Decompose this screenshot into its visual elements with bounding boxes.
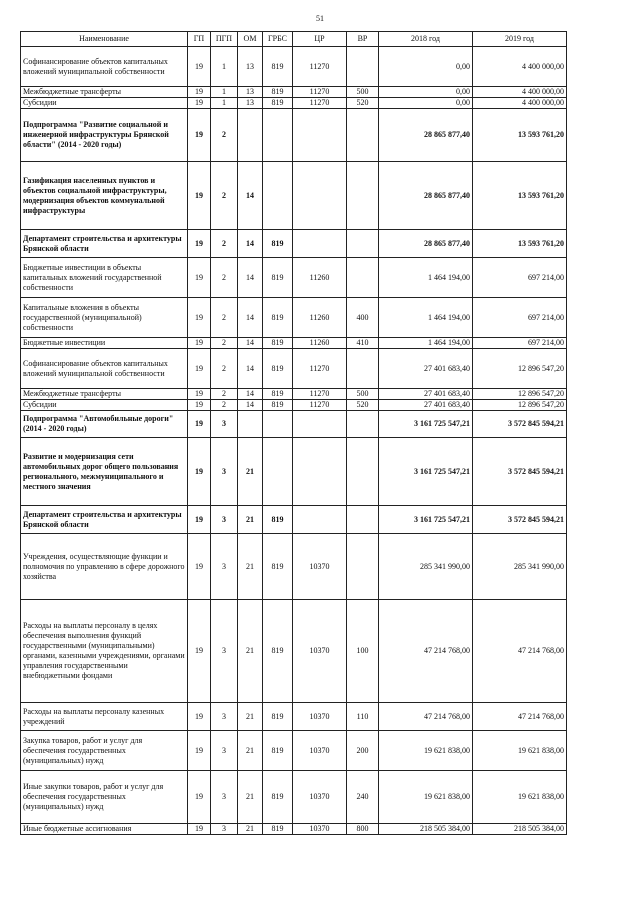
cell-vr: 500 (347, 87, 379, 98)
cell-gp: 19 (188, 338, 211, 349)
header-gp: ГП (188, 32, 211, 47)
header-grbs: ГРБС (263, 32, 293, 47)
cell-pgp: 1 (211, 87, 238, 98)
cell-2019: 3 572 845 594,21 (473, 438, 567, 506)
cell-gp: 19 (188, 600, 211, 703)
cell-name: Закупка товаров, работ и услуг для обеспечения государственных (муниципальных) нужд (21, 731, 188, 771)
cell-pgp: 2 (211, 389, 238, 400)
cell-2019: 697 214,00 (473, 258, 567, 298)
cell-om: 14 (238, 349, 263, 389)
cell-2019: 697 214,00 (473, 298, 567, 338)
cell-2018: 28 865 877,40 (379, 230, 473, 258)
cell-pgp: 3 (211, 824, 238, 835)
cell-pgp: 2 (211, 230, 238, 258)
cell-cr: 11270 (293, 389, 347, 400)
header-vr: ВР (347, 32, 379, 47)
cell-grbs: 819 (263, 230, 293, 258)
cell-2018: 27 401 683,40 (379, 389, 473, 400)
cell-cr (293, 109, 347, 162)
cell-pgp: 3 (211, 411, 238, 438)
cell-cr: 11260 (293, 258, 347, 298)
cell-pgp: 3 (211, 771, 238, 824)
table-row (21, 349, 567, 389)
header-cr: ЦР (293, 32, 347, 47)
cell-pgp: 3 (211, 534, 238, 600)
cell-vr (347, 506, 379, 534)
table-row (21, 506, 567, 534)
cell-grbs (263, 109, 293, 162)
cell-pgp: 3 (211, 731, 238, 771)
cell-name: Департамент строительства и архитектуры Брянской области (21, 506, 188, 534)
cell-cr: 11270 (293, 400, 347, 411)
cell-pgp: 2 (211, 258, 238, 298)
cell-name: Иные закупки товаров, работ и услуг для обеспечения государственных (муниципальных) нужд (21, 771, 188, 824)
table-row (21, 411, 567, 438)
table-row (21, 534, 567, 600)
cell-2019: 3 572 845 594,21 (473, 411, 567, 438)
cell-vr: 500 (347, 389, 379, 400)
cell-vr (347, 349, 379, 389)
cell-vr (347, 109, 379, 162)
cell-2019: 13 593 761,20 (473, 230, 567, 258)
table-body (21, 47, 567, 835)
cell-name: Подпрограмма "Автомобильные дороги" (2014 - 2020 годы) (21, 411, 188, 438)
cell-om: 14 (238, 338, 263, 349)
cell-name: Бюджетные инвестиции (21, 338, 188, 349)
cell-2018: 27 401 683,40 (379, 349, 473, 389)
cell-vr (347, 230, 379, 258)
cell-grbs: 819 (263, 400, 293, 411)
cell-om: 21 (238, 600, 263, 703)
cell-gp: 19 (188, 771, 211, 824)
cell-2019: 47 214 768,00 (473, 600, 567, 703)
cell-name: Межбюджетные трансферты (21, 87, 188, 98)
table-row (21, 47, 567, 87)
cell-vr (347, 534, 379, 600)
cell-cr: 11270 (293, 47, 347, 87)
table-row (21, 258, 567, 298)
cell-2019: 218 505 384,00 (473, 824, 567, 835)
cell-om: 21 (238, 506, 263, 534)
cell-name: Газификация населенных пунктов и объектов социальной инфраструктуры, модернизация объектов коммунальной инфраструктуры (21, 162, 188, 230)
cell-om: 14 (238, 162, 263, 230)
table-row (21, 703, 567, 731)
cell-name: Капитальные вложения в объекты государственной (муниципальной) собственности (21, 298, 188, 338)
cell-vr: 100 (347, 600, 379, 703)
cell-name: Иные бюджетные ассигнования (21, 824, 188, 835)
cell-name: Подпрограмма "Развитие социальной и инженерной инфраструктуры Брянской области" (2014 - 2020 годы) (21, 109, 188, 162)
cell-cr (293, 411, 347, 438)
cell-cr: 11270 (293, 98, 347, 109)
cell-cr (293, 230, 347, 258)
cell-grbs: 819 (263, 258, 293, 298)
cell-om: 13 (238, 87, 263, 98)
cell-2018: 28 865 877,40 (379, 162, 473, 230)
cell-cr: 10370 (293, 824, 347, 835)
cell-cr: 11260 (293, 298, 347, 338)
cell-gp: 19 (188, 47, 211, 87)
cell-2019: 12 896 547,20 (473, 400, 567, 411)
cell-gp: 19 (188, 731, 211, 771)
cell-vr: 520 (347, 98, 379, 109)
cell-cr: 11260 (293, 338, 347, 349)
cell-grbs: 819 (263, 47, 293, 87)
cell-2018: 27 401 683,40 (379, 400, 473, 411)
cell-om: 21 (238, 534, 263, 600)
cell-pgp: 3 (211, 600, 238, 703)
cell-grbs: 819 (263, 824, 293, 835)
cell-cr: 11270 (293, 349, 347, 389)
cell-gp: 19 (188, 162, 211, 230)
cell-2019: 697 214,00 (473, 338, 567, 349)
cell-gp: 19 (188, 98, 211, 109)
cell-cr (293, 506, 347, 534)
cell-pgp: 2 (211, 400, 238, 411)
cell-name: Межбюджетные трансферты (21, 389, 188, 400)
cell-cr: 10370 (293, 771, 347, 824)
table-row (21, 87, 567, 98)
cell-gp: 19 (188, 506, 211, 534)
cell-2018: 47 214 768,00 (379, 703, 473, 731)
cell-2019: 4 400 000,00 (473, 47, 567, 87)
table-row (21, 731, 567, 771)
cell-name: Субсидии (21, 400, 188, 411)
cell-2019: 12 896 547,20 (473, 349, 567, 389)
cell-name: Расходы на выплаты персоналу казенных учреждений (21, 703, 188, 731)
cell-grbs: 819 (263, 338, 293, 349)
cell-2019: 13 593 761,20 (473, 109, 567, 162)
cell-gp: 19 (188, 349, 211, 389)
table-row (21, 230, 567, 258)
cell-name: Софинансирование объектов капитальных вложений муниципальной собственности (21, 47, 188, 87)
cell-2018: 1 464 194,00 (379, 258, 473, 298)
cell-name: Развитие и модернизация сети автомобильных дорог общего пользования регионального, межмуниципального и местного значения (21, 438, 188, 506)
budget-table (20, 31, 567, 835)
cell-vr: 800 (347, 824, 379, 835)
cell-vr: 240 (347, 771, 379, 824)
header-name: Наименование (21, 32, 188, 47)
cell-grbs: 819 (263, 87, 293, 98)
cell-om (238, 109, 263, 162)
cell-name: Департамент строительства и архитектуры Брянской области (21, 230, 188, 258)
cell-2019: 3 572 845 594,21 (473, 506, 567, 534)
header-pgp: ПГП (211, 32, 238, 47)
cell-om: 13 (238, 98, 263, 109)
cell-2019: 4 400 000,00 (473, 98, 567, 109)
cell-name: Расходы на выплаты персоналу в целях обеспечения выполнения функций государственными (муниципальными) органами, казенными учреждениями, органами управления государственными внебюджетными фондами (21, 600, 188, 703)
cell-om: 14 (238, 389, 263, 400)
cell-grbs: 819 (263, 600, 293, 703)
cell-2019: 285 341 990,00 (473, 534, 567, 600)
cell-grbs: 819 (263, 703, 293, 731)
cell-cr: 10370 (293, 534, 347, 600)
cell-gp: 19 (188, 230, 211, 258)
cell-grbs: 819 (263, 98, 293, 109)
cell-2018: 47 214 768,00 (379, 600, 473, 703)
cell-om: 21 (238, 438, 263, 506)
cell-om: 14 (238, 400, 263, 411)
cell-2018: 28 865 877,40 (379, 109, 473, 162)
cell-2018: 1 464 194,00 (379, 298, 473, 338)
cell-grbs: 819 (263, 534, 293, 600)
page-number: 51 (316, 14, 324, 23)
cell-2019: 12 896 547,20 (473, 389, 567, 400)
cell-cr: 10370 (293, 731, 347, 771)
cell-om (238, 411, 263, 438)
cell-name: Учреждения, осуществляющие функции и полномочия по управлению в сфере дорожного хозяйства (21, 534, 188, 600)
cell-pgp: 3 (211, 438, 238, 506)
table-row (21, 98, 567, 109)
cell-grbs: 819 (263, 298, 293, 338)
cell-gp: 19 (188, 824, 211, 835)
cell-om: 21 (238, 703, 263, 731)
cell-om: 14 (238, 298, 263, 338)
cell-vr: 110 (347, 703, 379, 731)
header-row (21, 32, 567, 47)
cell-vr: 200 (347, 731, 379, 771)
cell-vr: 400 (347, 298, 379, 338)
cell-2019: 19 621 838,00 (473, 771, 567, 824)
table-row (21, 400, 567, 411)
cell-om: 14 (238, 230, 263, 258)
table-row (21, 389, 567, 400)
cell-cr: 10370 (293, 600, 347, 703)
cell-cr (293, 162, 347, 230)
cell-pgp: 2 (211, 338, 238, 349)
cell-gp: 19 (188, 389, 211, 400)
cell-vr (347, 162, 379, 230)
cell-gp: 19 (188, 438, 211, 506)
header-om: ОМ (238, 32, 263, 47)
cell-2019: 47 214 768,00 (473, 703, 567, 731)
table-row (21, 824, 567, 835)
cell-pgp: 1 (211, 98, 238, 109)
cell-om: 21 (238, 824, 263, 835)
cell-2018: 3 161 725 547,21 (379, 411, 473, 438)
cell-pgp: 2 (211, 162, 238, 230)
table-row (21, 338, 567, 349)
cell-pgp: 3 (211, 506, 238, 534)
cell-2019: 19 621 838,00 (473, 731, 567, 771)
cell-2018: 0,00 (379, 87, 473, 98)
cell-grbs (263, 411, 293, 438)
cell-2018: 3 161 725 547,21 (379, 506, 473, 534)
cell-vr: 410 (347, 338, 379, 349)
cell-cr (293, 438, 347, 506)
table-row (21, 771, 567, 824)
cell-gp: 19 (188, 258, 211, 298)
cell-gp: 19 (188, 109, 211, 162)
cell-vr (347, 258, 379, 298)
cell-2018: 3 161 725 547,21 (379, 438, 473, 506)
cell-om: 13 (238, 47, 263, 87)
cell-gp: 19 (188, 703, 211, 731)
cell-2019: 4 400 000,00 (473, 87, 567, 98)
header-2018: 2018 год (379, 32, 473, 47)
table-row (21, 298, 567, 338)
cell-vr (347, 47, 379, 87)
cell-vr (347, 411, 379, 438)
cell-grbs: 819 (263, 731, 293, 771)
cell-grbs: 819 (263, 349, 293, 389)
cell-grbs: 819 (263, 389, 293, 400)
cell-grbs (263, 162, 293, 230)
cell-cr: 10370 (293, 703, 347, 731)
cell-gp: 19 (188, 534, 211, 600)
cell-vr: 520 (347, 400, 379, 411)
cell-name: Бюджетные инвестиции в объекты капитальных вложений государственной собственности (21, 258, 188, 298)
table-row (21, 109, 567, 162)
cell-pgp: 2 (211, 109, 238, 162)
cell-pgp: 3 (211, 703, 238, 731)
table-row (21, 438, 567, 506)
cell-2018: 285 341 990,00 (379, 534, 473, 600)
cell-gp: 19 (188, 298, 211, 338)
cell-2018: 19 621 838,00 (379, 731, 473, 771)
cell-2018: 218 505 384,00 (379, 824, 473, 835)
cell-name: Софинансирование объектов капитальных вложений муниципальной собственности (21, 349, 188, 389)
header-2019: 2019 год (473, 32, 567, 47)
cell-om: 21 (238, 771, 263, 824)
cell-2018: 0,00 (379, 47, 473, 87)
cell-cr: 11270 (293, 87, 347, 98)
cell-2018: 0,00 (379, 98, 473, 109)
cell-2018: 1 464 194,00 (379, 338, 473, 349)
cell-name: Субсидии (21, 98, 188, 109)
cell-vr (347, 438, 379, 506)
cell-grbs: 819 (263, 771, 293, 824)
cell-pgp: 2 (211, 298, 238, 338)
cell-pgp: 1 (211, 47, 238, 87)
cell-grbs (263, 438, 293, 506)
cell-om: 14 (238, 258, 263, 298)
cell-gp: 19 (188, 411, 211, 438)
cell-2018: 19 621 838,00 (379, 771, 473, 824)
cell-gp: 19 (188, 400, 211, 411)
cell-om: 21 (238, 731, 263, 771)
table-row (21, 162, 567, 230)
cell-gp: 19 (188, 87, 211, 98)
cell-2019: 13 593 761,20 (473, 162, 567, 230)
table-row (21, 600, 567, 703)
cell-pgp: 2 (211, 349, 238, 389)
cell-grbs: 819 (263, 506, 293, 534)
